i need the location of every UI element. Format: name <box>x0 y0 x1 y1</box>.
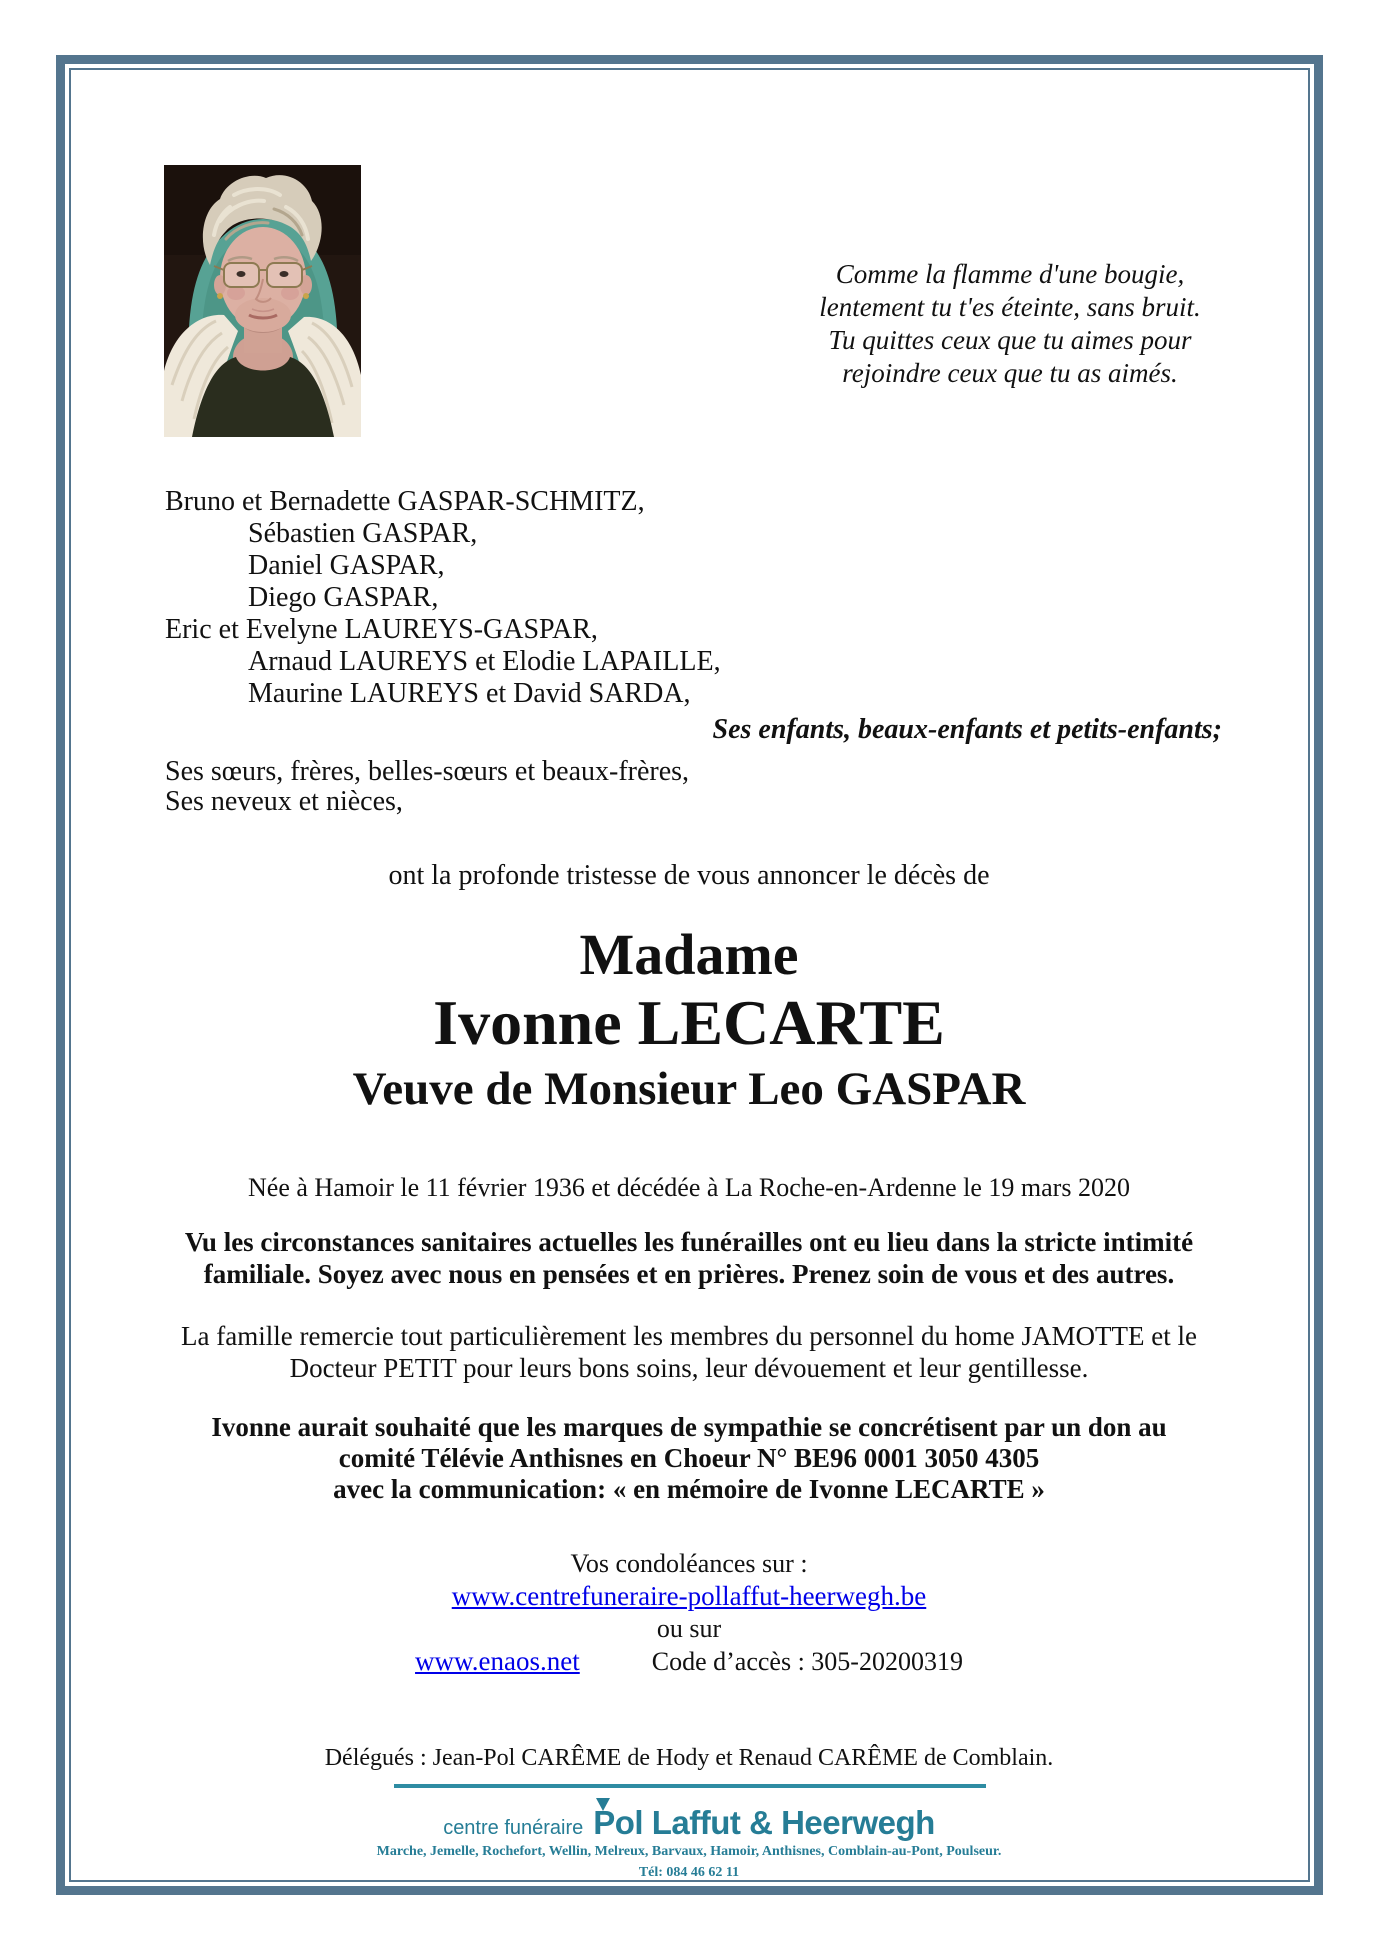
covid-notice-line: familiale. Soyez avec nous en pensées et en prières. Prenez soin de vous et des autres. <box>203 1259 1175 1289</box>
donation-line: avec la communication: « en mémoire de Ivonne LECARTE » <box>333 1474 1045 1504</box>
children-relation-note: Ses enfants, beaux-enfants et petits-enfants; <box>712 714 1222 745</box>
footer-divider-rule <box>394 1784 986 1788</box>
family-member-line: Maurine LAUREYS et David SARDA, <box>248 678 691 709</box>
funeral-home-logo <box>84 1804 1294 1842</box>
enaos-website-link[interactable]: www.enaos.net <box>415 1646 580 1676</box>
family-member-line: Bruno et Bernadette GASPAR-SCHMITZ, <box>165 486 645 517</box>
nephews-line: Ses neveux et nièces, <box>165 786 403 817</box>
covid-restriction-notice <box>84 1226 1294 1290</box>
poem-line: lentement tu t'es éteinte, sans bruit. <box>819 292 1201 322</box>
poem-line: Tu quittes ceux que tu aimes pour <box>828 325 1192 355</box>
portrait-photo-illustration <box>164 165 361 437</box>
family-member-line: Eric et Evelyne LAUREYS-GASPAR, <box>165 614 598 645</box>
condolences-section <box>84 1548 1294 1678</box>
thanks-line: Docteur PETIT pour leurs bons soins, leur dévouement et leur gentillesse. <box>289 1353 1089 1383</box>
funeral-home-website-link[interactable]: www.centrefuneraire-pollaffut-heerwegh.be <box>451 1581 927 1611</box>
siblings-line: Ses sœurs, frères, belles-sœurs et beaux-frères, <box>165 756 690 787</box>
funeral-home-prefix: centre funéraire <box>443 1817 584 1839</box>
funeral-home-phone: Tél: 084 46 62 11 <box>638 1865 740 1880</box>
family-member-line: Sébastien GASPAR, <box>248 518 478 549</box>
memorial-poem <box>770 258 1250 390</box>
donation-request-notice <box>84 1412 1294 1505</box>
thanks-line: La famille remercie tout particulièrement les membres du personnel du home JAMOTTE et le <box>181 1321 1197 1351</box>
covid-notice-line: Vu les circonstances sanitaires actuelles les funérailles ont eu lieu dans la stricte intimité <box>184 1227 1194 1257</box>
deceased-life-dates: Née à Hamoir le 11 février 1936 et décédée à La Roche-en-Ardenne le 19 mars 2020 <box>248 1173 1130 1202</box>
poem-line: Comme la flamme d'une bougie, <box>835 259 1185 289</box>
donation-line: comité Télévie Anthisnes en Choeur N° BE96 0001 3050 4305 <box>338 1443 1040 1473</box>
death-announcement-line: ont la profonde tristesse de vous annoncer le décès de <box>388 860 990 891</box>
poem-line: rejoindre ceux que tu as aimés. <box>842 358 1178 388</box>
condolences-intro: Vos condoléances sur : <box>570 1549 808 1578</box>
access-code: Code d’accès : 305-20200319 <box>651 1647 963 1676</box>
funeral-home-locations: Marche, Jemelle, Rochefort, Wellin, Melreux, Barvaux, Hamoir, Anthisnes, Comblain-au-Pont, Poulseur. <box>376 1844 1002 1859</box>
funeral-home-name: Pol Laffut & Heerwegh <box>593 1804 935 1841</box>
deceased-name: Ivonne LECARTE <box>433 987 945 1058</box>
condolences-or-text: ou sur <box>656 1614 722 1643</box>
deceased-title: Madame <box>579 922 799 987</box>
delegates-line: Délégués : Jean-Pol CARÊME de Hody et Renaud CARÊME de Comblain. <box>324 1745 1054 1771</box>
portrait-photo <box>164 165 361 437</box>
deceased-widow-line: Veuve de Monsieur Leo GASPAR <box>352 1063 1026 1115</box>
family-list <box>165 486 721 710</box>
family-member-line: Arnaud LAUREYS et Elodie LAPAILLE, <box>248 646 721 677</box>
family-member-line: Diego GASPAR, <box>248 582 439 613</box>
family-thanks-notice <box>84 1320 1294 1384</box>
donation-line: Ivonne aurait souhaité que les marques de sympathie se concrétisent par un don au <box>211 1412 1167 1442</box>
siblings-list <box>165 757 689 817</box>
family-member-line: Daniel GASPAR, <box>248 550 445 581</box>
